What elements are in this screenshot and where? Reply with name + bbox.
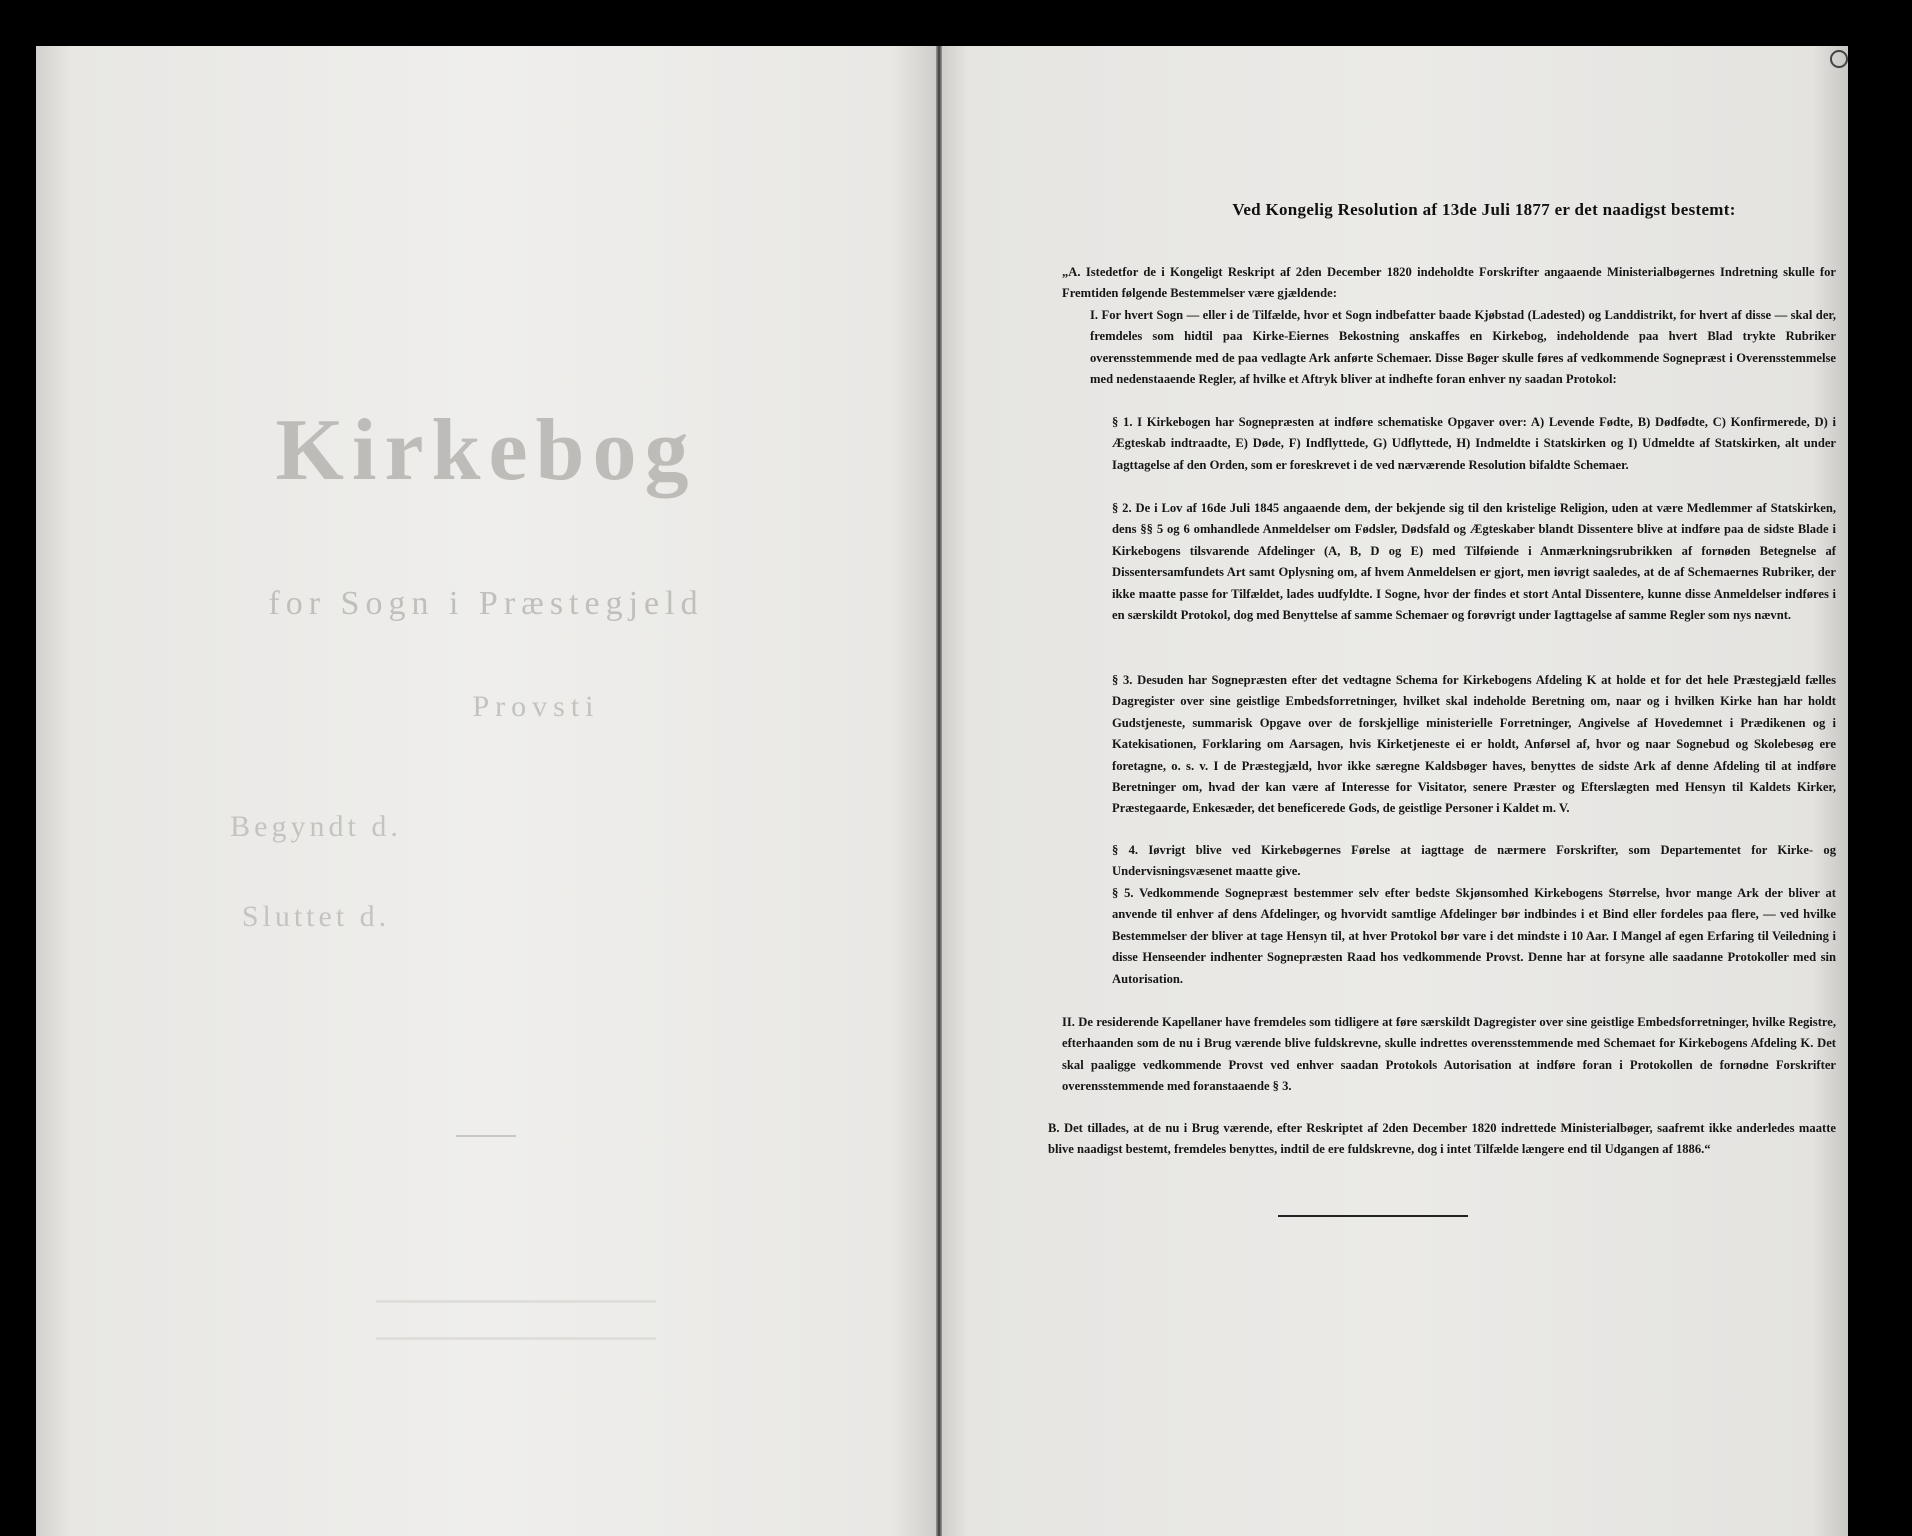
paragraph-i: I. For hvert Sogn — eller i de Tilfælde, hvor et Sogn indbefatter baade Kjøbstad (Ladested) og Landdistrikt, for hvert af disse — skal der, fremdeles som hidtil paa Kirke-Eiernes Bekostning anskaffes en Kirkebog, indeholdende paa hvert Blad trykte Rubriker overensstemmende med de paa vedlagte Ark anførte Schemaer. Disse Bøger skulle føres af vedkommende Sognepræst i Overensstemmelse med nedenstaaende Regler, af hvilke et Aftryk bliver at indhefte foran enhver ny saadan Protokol: [1090,308,1836,387]
paragraph-a: „A. Istedetfor de i Kongeligt Reskript af 2den December 1820 indeholdte Forskrifter angaaende Ministerialbøgernes Indretning skulle for Fremtiden følgende Bestemmelser være gjældende: [1062,265,1836,301]
ghost-deanery-line: Provsti [472,690,600,723]
section-4: § 4. Iøvrigt blive ved Kirkebøgernes Førelse at iagttage de nærmere Forskrifter, som Departementet for Kirke- og Undervisningsvæsenet maatte give. [1112,843,1836,879]
ghost-title: Kirkebog [275,402,697,499]
section-5: § 5. Vedkommende Sognepræst bestemmer selv efter bedste Skjønsomhed Kirkebogens Størrelse, hvor mange Ark der bliver at anvende til enhver af dens Afdelinger, og hvorvidt samtlige Afdelinger bør indbindes i et Bind eller fordeles paa flere, — ved hvilke Bestemmelser der bliver at tage Hensyn til, at hver Protokol bør vare i det mindste i 10 Aar. I Mangel af egen Erfaring til Veiledning i disse Henseender indhenter Sognepræsten Raad hos vedkommende Provst. Denne har at forsyne alle saadanne Protokoller med sin Autorisation. [1112,886,1836,986]
closing-rule [1278,1215,1468,1217]
ghost-printer-mark [376,1300,656,1340]
ghost-begun-line: Begyndt d. [230,810,402,843]
page-corner-mark [1830,50,1848,68]
ghost-ended-line: Sluttet d. [241,900,391,933]
page-heading: Ved Kongelig Resolution af 13de Juli 1877 er det naadigst bestemt: [1232,200,1736,219]
section-1: § 1. I Kirkebogen har Sognepræsten at indføre schematiske Opgaver over: A) Levende Fødte, B) Dødfødte, C) Konfirmerede, D) i Ægteskab indtraadte, E) Døde, F) Indflyttede, G) Udflyttede, H) Indmeldte i Statskirken og I) Udmeldte af Statskirken, alt under Iagttagelse af den Orden, som er foreskrevet i de ved nærværende Resolution bifaldte Schemaer. [1112,415,1836,472]
paragraph-b: B. Det tillades, at de nu i Brug værende, efter Reskriptet af 2den December 1820 indrettede Ministerialbøger, saafremt ikke anderledes maatte blive naadigst bestemt, fremdeles benyttes, indtil de ere fuldskrevne, dog i intet Tilfælde længere end til Udgangen af 1886.“ [1048,1121,1836,1157]
ghost-parish-line: for Sogn i Præstegjeld [268,585,704,622]
paragraph-ii: II. De residerende Kapellaner have fremdeles som tidligere at føre særskildt Dagregister over sine geistlige Embedsforretninger, hvilke Registre, efterhaanden som de nu i Brug værende blive fuldskrevne, skulle indrettes overensstemmende med Schemaet for Kirkebogens Afdeling K. Det skal paaligge vedkommende Provst ved enhver saadan Protokols Autorisation at indføre foran i Protokollen de fornødne Forskrifter overensstemmende med foranstaaende § 3. [1062,1015,1836,1094]
section-2: § 2. De i Lov af 16de Juli 1845 angaaende dem, der bekjende sig til den kristelige Religion, uden at være Medlemmer af Statskirken, dens §§ 5 og 6 omhandlede Anmeldelser om Fødsler, Dødsfald og Ægteskaber blandt Dissentere blive at indføre paa de sidste Blade i Kirkebogens tilsvarende Afdelinger (A, B, D og E) med Tilføiende i Anmærkningsrubrikken af fornøden Betegnelse af Dissentersamfundets Art samt Oplysning om, af hvem Anmeldelsen er gjort, men iøvrigt saaledes, at de af Schemaernes Rubriker, der ikke maatte passe for Tilfældet, lades uudfyldte. I Sogne, hvor der findes et stort Antal Dissentere, kunne disse Anmeldelser indføres i en særskildt Protokol, dog med Benyttelse af samme Schemaer og forøvrigt under Iagttagelse af samme Regler som nys nævnt. [1112,501,1836,623]
section-3: § 3. Desuden har Sognepræsten efter det vedtagne Schema for Kirkebogens Afdeling K at holde et for det hele Præstegjæld fælles Dagregister over sine geistlige Embedsforretninger, hvilket skal indeholde Beretning om, naar og i hvilken Kirke han har holdt Gudstjeneste, summarisk Opgave over de forskjellige ministerielle Forretninger, Angivelse af Hovedemnet i Prædikenen og i Katekisationen, Forklaring om Aarsagen, hvis Kirketjeneste ei er holdt, Anførsel af, hvor og naar Sognebud og Skolebesøg ere foretagne, o. s. v. I de Præstegjæld, hvor ikke særegne Kaldsbøger haves, benyttes de sidste Ark af denne Afdeling til at indføre Beretninger om, hvad der kan være af Interesse for Visitator, senere Præster og Efterslægten med Hensyn til Kaldets Kirker, Præstegaarde, Enkesæder, det beneficerede Gods, de geistlige Personer i Kaldet m. V. [1112,673,1836,816]
ghost-dash [456,1135,516,1137]
